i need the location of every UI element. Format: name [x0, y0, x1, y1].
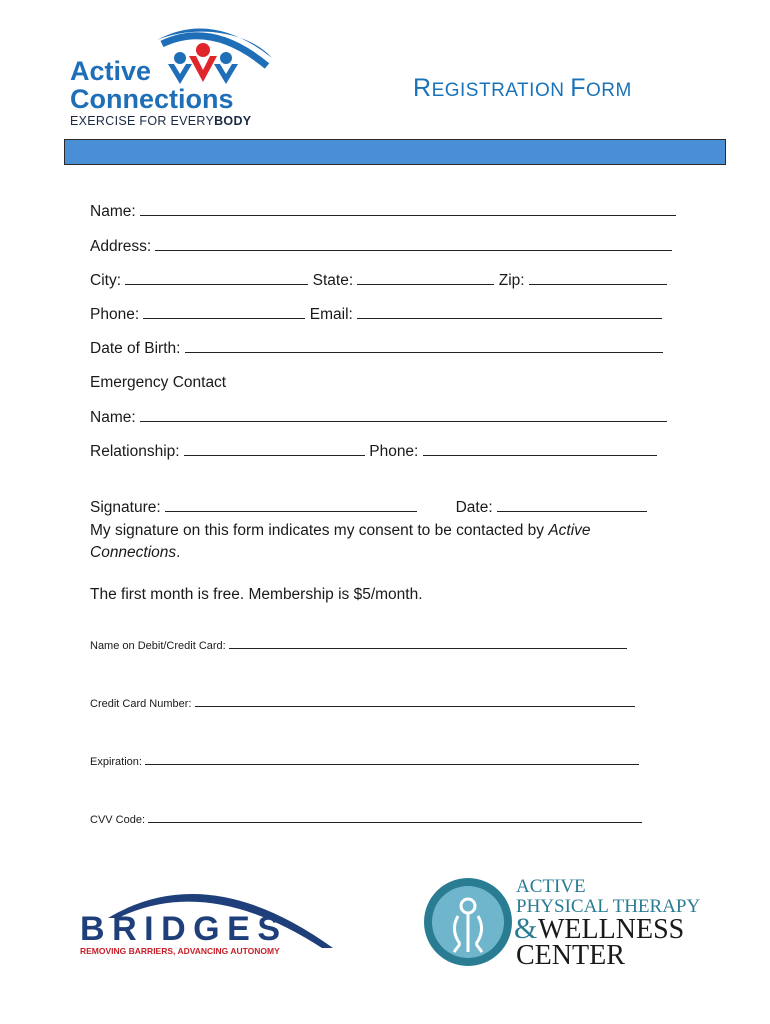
relationship-label: Relationship:: [90, 443, 180, 460]
phone-label: Phone:: [90, 306, 140, 323]
relationship-phone-row: [90, 441, 657, 462]
phone-line[interactable]: [143, 304, 305, 319]
card-name-line[interactable]: [229, 638, 627, 649]
dob-label: Date of Birth:: [90, 340, 181, 357]
cvv-label: CVV Code:: [90, 814, 146, 826]
city-line[interactable]: [125, 270, 308, 285]
dob-field[interactable]: [90, 338, 663, 359]
emergency-contact-heading: Emergency Contact: [90, 374, 227, 391]
name-line[interactable]: [140, 201, 676, 216]
city-label: City:: [90, 272, 121, 289]
logo-line2: Connections: [70, 84, 234, 114]
city-state-zip-row: [90, 270, 667, 291]
state-line[interactable]: [357, 270, 494, 285]
consent-text: My signature on this form indicates my consent to be contacted by Active Connections.: [90, 522, 591, 561]
state-label: State:: [312, 272, 354, 289]
address-field[interactable]: [90, 236, 672, 257]
phone-email-row: [90, 304, 662, 325]
zip-label: Zip:: [498, 272, 525, 289]
card-number-label: Credit Card Number:: [90, 698, 192, 710]
cvv-field[interactable]: [90, 812, 642, 827]
email-label: Email:: [309, 306, 353, 323]
signature-date-row: [90, 497, 647, 518]
page-title: REGISTRATION FORM: [413, 74, 632, 102]
emergency-phone-label: Phone:: [369, 443, 419, 460]
apt-amp: &: [514, 912, 538, 945]
membership-text: The first month is free. Membership is $5/month.: [90, 586, 423, 603]
signature-line[interactable]: [165, 497, 417, 512]
date-line[interactable]: [497, 497, 647, 512]
zip-line[interactable]: [529, 270, 667, 285]
emergency-name-label: Name:: [90, 409, 136, 426]
apt-line3: WELLNESS: [538, 914, 685, 945]
active-connections-logo: [62, 18, 282, 130]
relationship-line[interactable]: [184, 441, 365, 456]
expiration-field[interactable]: [90, 754, 639, 769]
header-bar: [64, 139, 726, 165]
bridges-logo: [78, 878, 338, 958]
apt-line1: ACTIVE: [516, 876, 586, 897]
expiration-line[interactable]: [145, 754, 639, 765]
address-line[interactable]: [155, 236, 672, 251]
cvv-line[interactable]: [148, 812, 642, 823]
address-label: Address:: [90, 238, 152, 255]
name-field[interactable]: [90, 201, 676, 222]
card-name-label: Name on Debit/Credit Card:: [90, 640, 226, 652]
consent-org: Active Connections: [90, 522, 591, 561]
emergency-name-field[interactable]: [90, 407, 667, 428]
bridges-tagline: REMOVING BARRIERS, ADVANCING AUTONOMY: [80, 946, 280, 956]
dob-line[interactable]: [185, 338, 663, 353]
apt-line4: CENTER: [516, 940, 625, 971]
signature-label: Signature:: [90, 499, 161, 516]
emergency-phone-line[interactable]: [423, 441, 657, 456]
date-label: Date:: [455, 499, 493, 516]
expiration-label: Expiration:: [90, 756, 142, 768]
card-number-line[interactable]: [195, 696, 635, 707]
email-line[interactable]: [357, 304, 662, 319]
bridges-name: BRIDGES: [80, 910, 280, 948]
card-name-field[interactable]: [90, 638, 627, 653]
name-label: Name:: [90, 203, 136, 220]
apt-line2: PHYSICAL THERAPY: [516, 896, 701, 917]
logo-line1: Active: [70, 56, 152, 86]
apt-wellness-logo: [420, 872, 720, 972]
emergency-name-line[interactable]: [140, 407, 667, 422]
logo-tagline: EXERCISE FOR EVERYBODY: [70, 114, 252, 128]
card-number-field[interactable]: [90, 696, 635, 711]
